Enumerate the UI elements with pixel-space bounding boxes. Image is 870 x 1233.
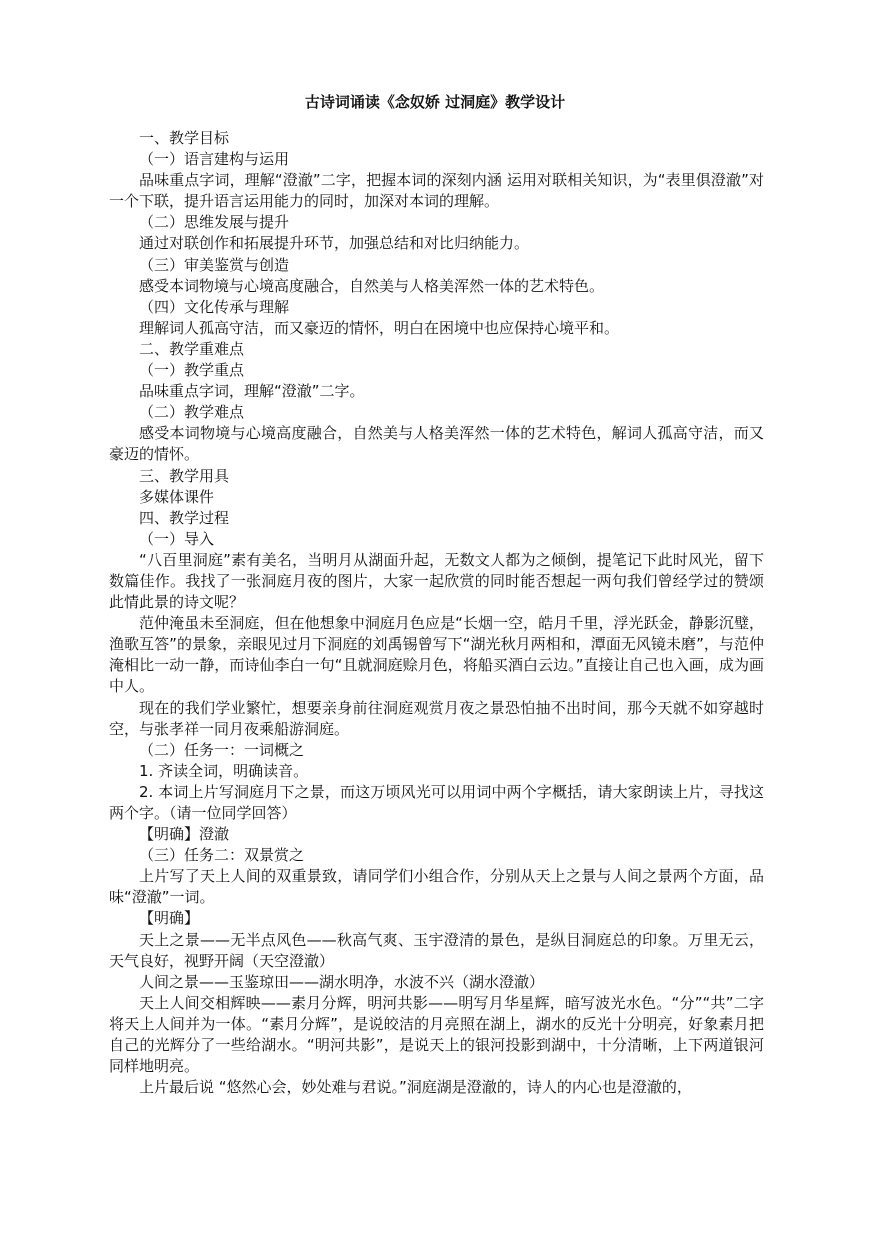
- paragraph-task-2: 上片写了天上人间的双重景致，请同学们小组合作，分别从天上之景与人间之景两个方面，品味“澄澈”一词。: [109, 867, 764, 907]
- subheading-task-1: （二）任务一：一词概之: [139, 740, 305, 759]
- paragraph-sky-scene: 天上之景——无半点风色——秋高气爽、玉宇澄清的景色，是纵目洞庭总的印象。万里无云，天气良好，视野开阔（天空澄澈）: [109, 930, 764, 970]
- document-body: [109, 128, 764, 1098]
- subheading-culture: （四）文化传承与理解: [139, 297, 290, 316]
- subheading-aesthetic: （三）审美鉴赏与创造: [139, 255, 290, 274]
- answer-label: 【明确】: [139, 909, 200, 928]
- paragraph-culture: 理解词人孤高守洁，而又豪迈的情怀，明白在困境中也应保持心境平和。: [139, 318, 620, 337]
- paragraph-focus: 品味重点字词，理解“澄澈”二字。: [139, 382, 365, 401]
- paragraph-reflection: 天上人间交相辉映——素月分辉，明河共影——明写月华星辉，暗写波光水色。“分”“共”二字将天上人间并为一体。“素月分辉”，是说皎洁的月亮照在湖上，湖水的反光十分明亮，好象素月把自己的光辉分了一些给湖水。“明河共影”，是说天上的银河投影到湖中，十分清晰，上下两道银河同样地明亮。: [109, 993, 764, 1076]
- paragraph-human-scene: 人间之景——玉鉴琼田——湖水明净，水波不兴（湖水澄澈）: [139, 972, 545, 991]
- document-title: 古诗词诵读《念奴娇 过洞庭》教学设计: [304, 93, 566, 111]
- subheading-intro: （一）导入: [139, 529, 215, 548]
- subheading-focus: （一）教学重点: [139, 361, 245, 380]
- subheading-task-2: （三）任务二：双景赏之: [139, 846, 305, 865]
- subheading-language: （一）语言建构与运用: [139, 150, 290, 169]
- answer-task-1: 【明确】澄澈: [139, 825, 230, 844]
- list-item-2: 2. 本词上片写洞庭月下之景，而这万顷风光可以用词中两个字概括，请大家朗读上片，寻找这两个字。（请一位同学回答）: [109, 782, 764, 822]
- heading-process: 四、教学过程: [139, 508, 230, 527]
- subheading-difficulty: （二）教学难点: [139, 403, 245, 422]
- heading-tools: 三、教学用具: [139, 466, 230, 485]
- paragraph-tools: 多媒体课件: [139, 487, 215, 506]
- paragraph-aesthetic: 感受本词物境与心境高度融合，自然美与人格美浑然一体的艺术特色。: [139, 276, 605, 295]
- paragraph-intro-1: “八百里洞庭”素有美名，当明月从湖面升起，无数文人都为之倾倒，提笔记下此时风光，留下数篇佳作。我找了一张洞庭月夜的图片，大家一起欣赏的同时能否想起一两句我们曾经学过的赞颂此情此景的诗文呢？: [109, 550, 764, 612]
- subheading-thinking: （二）思维发展与提升: [139, 213, 290, 232]
- paragraph-intro-3: 现在的我们学业繁忙，想要亲身前往洞庭观赏月夜之景恐怕抽不出时间，那今天就不如穿越时空，与张孝祥一同月夜乘船游洞庭。: [109, 698, 764, 738]
- paragraph-intro-2: 范仲淹虽未至洞庭，但在他想象中洞庭月色应是“长烟一空，皓月千里，浮光跃金，静影沉璧，渔歌互答”的景象，亲眼见过月下洞庭的刘禹锡曾写下“湖光秋月两相和，潭面无风镜未磨”，与范仲淹相比一动一静，而诗仙李白一句“且就洞庭赊月色，将船买酒白云边。”直接让自己也入画，成为画中人。: [109, 614, 764, 696]
- heading-objectives: 一、教学目标: [139, 129, 230, 147]
- paragraph-difficulty: 感受本词物境与心境高度融合，自然美与人格美浑然一体的艺术特色，解词人孤高守洁，而又豪迈的情怀。: [109, 424, 764, 464]
- paragraph-language: 品味重点字词，理解“澄澈”二字，把握本词的深刻内涵 运用对联相关知识，为“表里俱澄澈”对一个下联，提升语言运用能力的同时，加深对本词的理解。: [109, 171, 764, 211]
- paragraph-conclusion: 上片最后说 “悠然心会，妙处难与君说。”洞庭湖是澄澈的，诗人的内心也是澄澈的，: [139, 1078, 692, 1097]
- list-item-1: 1. 齐读全词，明确读音。: [139, 761, 309, 780]
- paragraph-thinking: 通过对联创作和拓展提升环节，加强总结和对比归纳能力。: [139, 234, 530, 253]
- heading-key-points: 二、教学重难点: [139, 339, 245, 358]
